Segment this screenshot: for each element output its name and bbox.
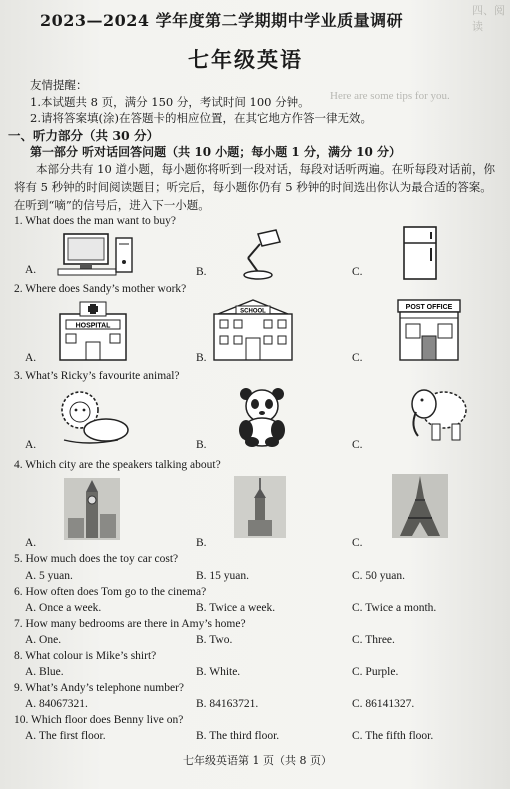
- fridge-icon: [400, 225, 440, 285]
- option-10b: B. The third floor.: [196, 730, 280, 742]
- question-6: 6. How often does Tom go to the cinema?: [14, 586, 207, 598]
- option-10a: A. The first floor.: [25, 730, 106, 742]
- question-4: 4. Which city are the speakers talking about?: [14, 459, 221, 471]
- question-3: 3. What’s Ricky’s favourite animal?: [14, 370, 180, 382]
- bleed-text: Here are some tips for you.: [330, 90, 450, 102]
- option-1b: B.: [196, 266, 207, 278]
- tip-1: 1.本试题共 8 页，满分 150 分，考试时间 100 分钟。: [30, 95, 310, 109]
- option-5c: C. 50 yuan.: [352, 570, 406, 582]
- question-5: 5. How much does the toy car cost?: [14, 553, 179, 565]
- lion-icon: [58, 388, 132, 450]
- option-4c: C.: [352, 537, 363, 549]
- option-8b: B. White.: [196, 666, 241, 678]
- option-10c: C. The fifth floor.: [352, 730, 434, 742]
- option-2b: B.: [196, 352, 207, 364]
- option-9b: B. 84163721.: [196, 698, 259, 710]
- option-8c: C. Purple.: [352, 666, 399, 678]
- option-2c: C.: [352, 352, 363, 364]
- option-6b: B. Twice a week.: [196, 602, 276, 614]
- question-8: 8. What colour is Mike’s shirt?: [14, 650, 157, 662]
- question-2: 2. Where does Sandy’s mother work?: [14, 283, 187, 295]
- tip-2: 2.请将答案填(涂)在答题卡的相应位置，在其它地方作答一律无效。: [30, 111, 372, 125]
- option-5a: A. 5 yuan.: [25, 570, 73, 582]
- big-ben-icon: [64, 478, 120, 540]
- question-9: 9. What’s Andy’s telephone number?: [14, 682, 185, 694]
- option-3a: A.: [25, 439, 37, 451]
- option-2a: A.: [25, 352, 37, 364]
- option-9a: A. 84067321.: [25, 698, 88, 710]
- panda-icon: [234, 386, 290, 452]
- computer-icon: [56, 232, 136, 280]
- page-footer: 七年级英语第 1 页（共 8 页）: [183, 754, 332, 767]
- option-5b: B. 15 yuan.: [196, 570, 250, 582]
- option-7c: C. Three.: [352, 634, 395, 646]
- question-10: 10. Which floor does Benny live on?: [14, 714, 184, 726]
- instructions: 本部分共有 10 道小题，每小题你将听到一段对话，每段对话听两遍。在听每段对话前，你将有 5 秒钟的时间阅读题目；听完后，每小题你仍有 5 秒钟的时间选出你认为最合适的答案。在听到“嘀”的信号后，进入下一小题。: [14, 162, 495, 212]
- svg-text:HOSPITAL: HOSPITAL: [75, 322, 111, 330]
- svg-text:POST OFFICE: POST OFFICE: [405, 304, 453, 311]
- option-8a: A. Blue.: [25, 666, 64, 678]
- exam-subtitle: 七年级英语: [188, 47, 303, 72]
- option-4a: A.: [25, 537, 37, 549]
- option-6a: A. Once a week.: [25, 602, 102, 614]
- option-3c: C.: [352, 439, 363, 451]
- tower-icon: [234, 476, 286, 538]
- svg-text:SCHOOL: SCHOOL: [240, 308, 266, 315]
- question-7: 7. How many bedrooms are there in Amy’s home?: [14, 618, 246, 630]
- bleed-text: 四、阅读: [472, 5, 505, 33]
- hospital-icon: [58, 300, 128, 366]
- section-listening: 一、听力部分（共 30 分）: [8, 128, 160, 143]
- option-4b: B.: [196, 537, 207, 549]
- option-7b: B. Two.: [196, 634, 233, 646]
- school-icon: [208, 298, 298, 366]
- desk-lamp-icon: [236, 228, 282, 284]
- option-9c: C. 86141327.: [352, 698, 415, 710]
- eiffel-tower-icon: [392, 474, 448, 538]
- elephant-icon: [406, 384, 470, 448]
- post-office-icon: [396, 298, 462, 366]
- tips-heading: 友情提醒：: [30, 78, 88, 92]
- question-1: 1. What does the man want to buy?: [14, 215, 177, 227]
- option-6c: C. Twice a month.: [352, 602, 437, 614]
- exam-title: 2023—2024 学年度第二学期期中学业质量调研: [40, 11, 404, 30]
- option-3b: B.: [196, 439, 207, 451]
- option-7a: A. One.: [25, 634, 62, 646]
- option-1c: C.: [352, 266, 363, 278]
- option-1a: A.: [25, 264, 37, 276]
- part-1-heading: 第一部分 听对话回答问题（共 10 小题；每小题 1 分，满分 10 分）: [30, 145, 401, 159]
